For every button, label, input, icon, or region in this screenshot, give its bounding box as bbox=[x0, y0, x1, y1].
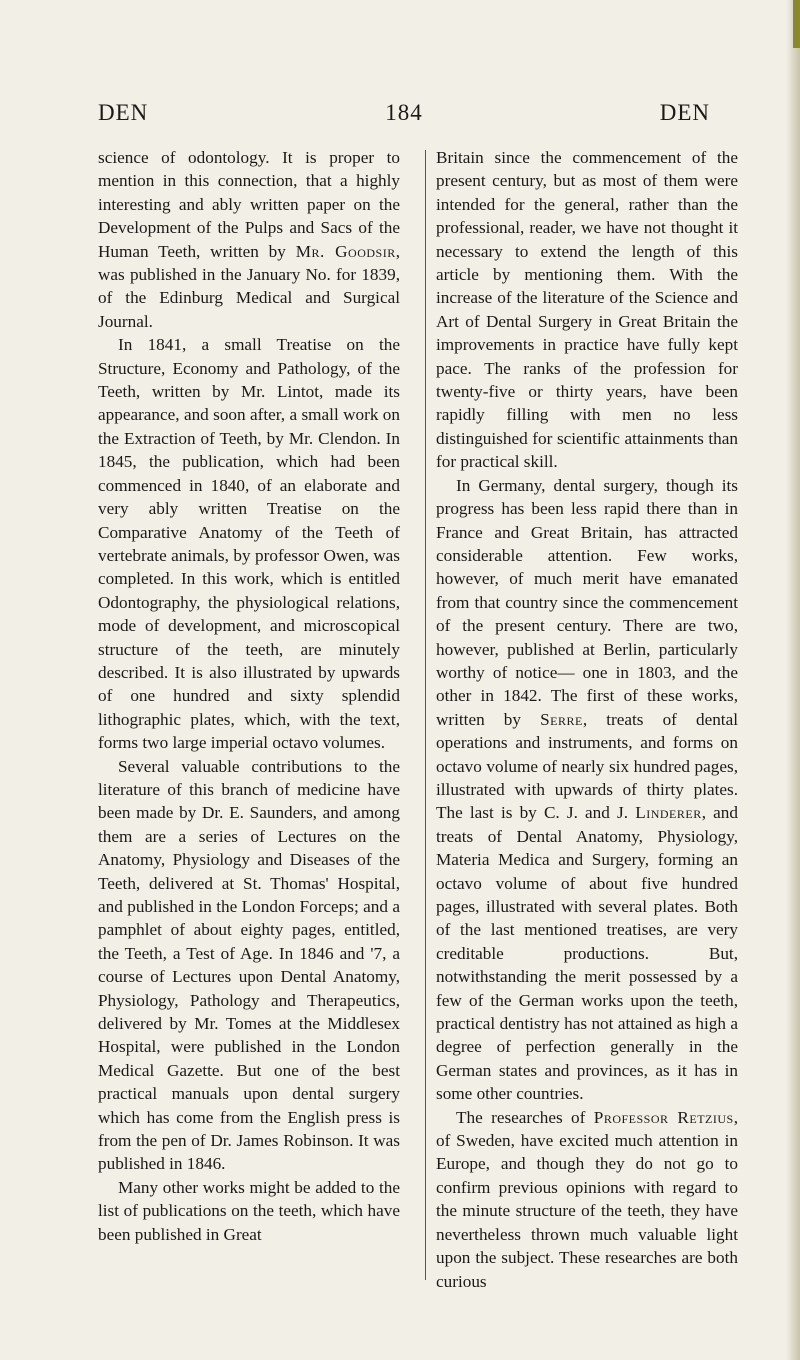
header-left-term: DEN bbox=[98, 100, 149, 125]
page-edge-shadow bbox=[786, 0, 800, 1360]
paragraph: In 1841, a small Treatise on the Structure, Economy and Pathology, of the Teeth, written by Mr. Lintot, made its appearance, and soon after, a small work on the Extraction of Teeth, by Mr. Clendon. In 1845, the publication, which had been commenced in 1840, of an elaborate and very ably written Treatise on the Comparative Anatomy of the Teeth of vertebrate animals, by professor Owen, was completed. In this work, which is entitled Odontography, the physiological relations, mode of development, and microscopical structure of the teeth, are minutely described. It is also illustrated by upwards of one hundred and sixty splendid lithographic plates, which, with the text, forms two large imperial octavo volumes. bbox=[98, 335, 400, 753]
paragraph: Many other works might be added to the list of publications on the teeth, which have been published in Great bbox=[98, 1177, 400, 1244]
paragraph: Several valuable contributions to the literature of this branch of medicine have been made by Dr. E. Saunders, and among them are a series of Lectures on the Anatomy, Physiology and Diseases of the Teeth, delivered at St. Thomas' Hospital, and published in the London Forceps; and a pamphlet of about eighty pages, entitled, the Teeth, a Test of Age. In 1846 and '7, a course of Lectures upon Dental Anatomy, Physiology, Pathology and Therapeutics, delivered by Mr. Tomes at the Middlesex Hospital, were published in the London Medical Gazette. But one of the best practical manuals upon dental surgery which has come from the English press is from the pen of Dr. James Robinson. It was published in 1846. bbox=[98, 756, 400, 1174]
paragraph: science of odontology. It is proper to mention in this connection, that a highly interesting and ably written paper on the Development of the Pulps and Sacs of the Human Teeth, written by Mr. Goodsir, was published in the January No. for 1839, of the Edinburg Medical and Surgical Journal. bbox=[98, 148, 400, 331]
paragraph: In Germany, dental surgery, though its progress has been less rapid there than in France and Great Britain, has attracted considerable attention. Few works, however, of much merit have emanated from that country since the commencement of the present century. There are two, however, published at Berlin, particularly worthy of notice— one in 1803, and the other in 1842. The first of these works, written by Serre, treats of dental operations and instruments, and forms on octavo volume of nearly six hundred pages, illustrated with upwards of thirty plates. The last is by C. J. and J. Linderer, and treats of Dental Anatomy, Physiology, Materia Medica and Surgery, forming an octavo volume of about five hundred pages, illustrated with several plates. Both of the last mentioned treatises, are very creditable productions. But, notwithstanding the merit possessed by a few of the German works upon the teeth, practical dentistry has not attained as high a degree of perfection generally in the German states and provinces, as it has in some other countries. bbox=[436, 475, 738, 1104]
author-name: Linderer bbox=[635, 803, 702, 823]
author-name: Serre bbox=[540, 709, 583, 729]
left-column bbox=[98, 146, 400, 1246]
page-edge-mark bbox=[793, 0, 800, 48]
column-divider bbox=[425, 150, 426, 1280]
author-name: Professor Retzius bbox=[593, 1107, 734, 1127]
paragraph: Britain since the commencement of the present century, but as most of them were intended for the general, rather than the professional, reader, we have not thought it necessary to extend the length of this article by mentioning them. With the increase of the literature of the Science and Art of Dental Surgery in Great Britain the improvements in practice have fully kept pace. The ranks of the profession for twenty-five or thirty years, have been rapidly filling with men no less distinguished for scientific attainments than for practical skill. bbox=[436, 148, 738, 472]
header-right-term: DEN bbox=[659, 100, 710, 125]
right-column bbox=[436, 146, 738, 1293]
author-name: Mr. Goodsir bbox=[295, 241, 396, 261]
page-number: 184 bbox=[385, 100, 423, 125]
running-header bbox=[98, 100, 710, 130]
paragraph: The researches of Professor Retzius, of Sweden, have excited much attention in Europe, and though they do not go to confirm previous opinions with regard to the minute structure of the teeth, they have nevertheless thrown much valuable light upon the subject. These researches are both curious bbox=[436, 1107, 738, 1291]
